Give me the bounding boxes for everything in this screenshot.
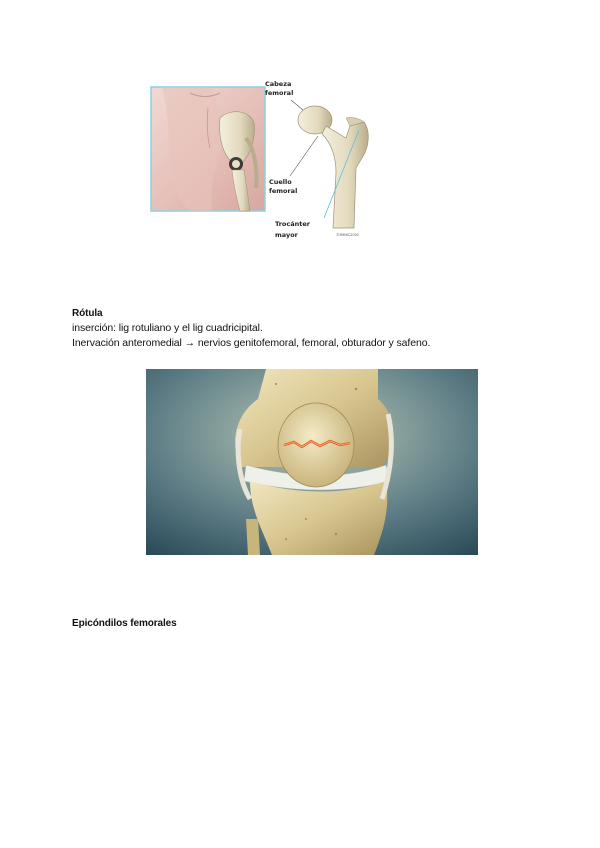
knee-patella-figure <box>146 369 478 555</box>
label-cabeza-1: Cabeza <box>265 80 292 88</box>
epicondilos-heading: Epicóndilos femorales <box>72 618 177 629</box>
femur-anatomy-figure <box>150 78 375 243</box>
rotula-heading: Rótula <box>72 308 103 319</box>
label-cuello-2: femoral <box>269 187 298 195</box>
figure-credit: ©MMXC2002 <box>336 233 360 237</box>
label-cuello-1: Cuello <box>269 178 292 186</box>
femoral-neck <box>322 122 368 228</box>
inervacion-label: Inervación <box>72 337 120 349</box>
rotula-insercion-text: inserción: lig rotuliano y el lig cuadricipital. <box>72 322 263 334</box>
tibia-bone <box>250 481 387 555</box>
inervacion-text: anteromedial → nervios genitofemoral, femoral, obturador y safeno. <box>122 337 431 349</box>
label-trocanter-2: mayor <box>275 231 298 239</box>
label-trocanter-1: Trocánter <box>275 220 310 228</box>
label-cabeza-2: femoral <box>265 89 294 97</box>
rotula-inervacion-line <box>72 337 430 349</box>
